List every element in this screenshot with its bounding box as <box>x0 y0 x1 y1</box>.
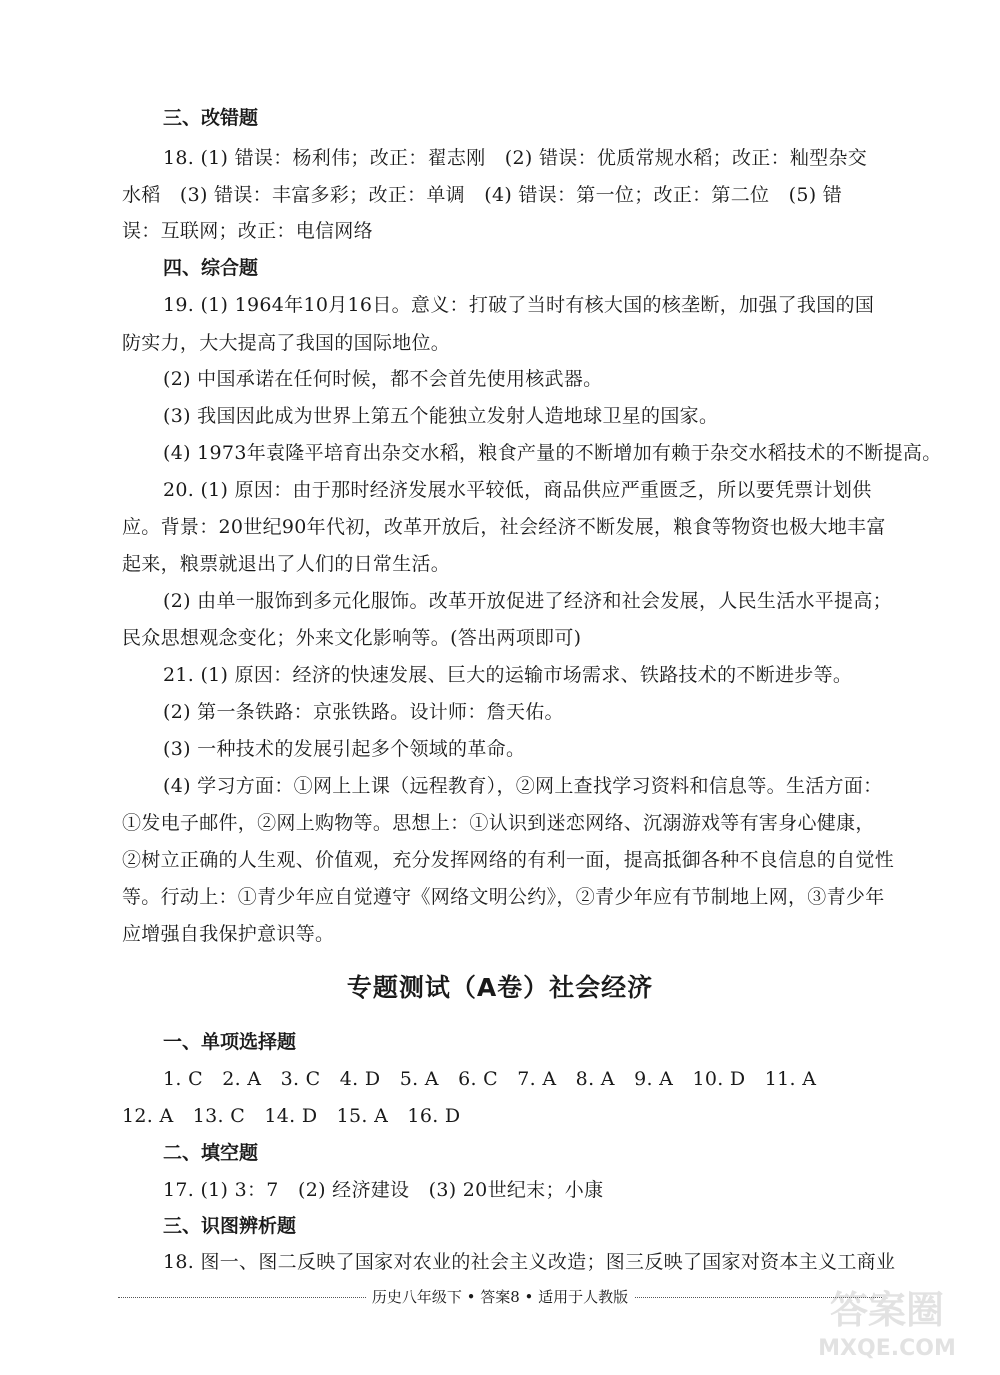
answer-line: 12. A 13. C 14. D 15. A 16. D <box>122 1105 461 1127</box>
answer-line: 水稻 (3) 错误：丰富多彩；改正：单调 (4) 错误：第一位；改正：第二位 (5) 错 <box>122 184 843 206</box>
section-heading-multiple-choice: 一、单项选择题 <box>163 1031 297 1053</box>
answer-line: 起来，粮票就退出了人们的日常生活。 <box>122 553 451 575</box>
watermark-logo <box>792 1275 982 1365</box>
section-heading-correction: 三、改错题 <box>163 107 259 129</box>
answer-line: 1. C 2. A 3. C 4. D 5. A 6. C 7. A 8. A 9. A 10. D 11. A <box>163 1068 817 1090</box>
test-title: 专题测试（A卷）社会经济 <box>346 973 654 1002</box>
watermark-top-text: 答案圈 <box>829 1288 945 1332</box>
answer-line: 防实力，大大提高了我国的国际地位。 <box>122 332 451 354</box>
section-heading-picture-analysis: 三、识图辨析题 <box>163 1215 297 1237</box>
answer-line: 18. 图一、图二反映了国家对农业的社会主义改造；图三反映了国家对资本主义工商业 <box>163 1251 896 1273</box>
answer-line: 18. (1) 错误：杨利伟；改正：翟志刚 (2) 错误：优质常规水稻；改正：籼型杂交 <box>163 147 868 169</box>
answer-line: 应增强自我保护意识等。 <box>122 923 335 945</box>
answer-line: ①发电子邮件，②网上购物等。思想上：①认识到迷恋网络、沉溺游戏等有害身心健康， <box>122 812 875 834</box>
answer-line: (4) 学习方面：①网上上课（远程教育），②网上查找学习资料和信息等。生活方面： <box>163 775 883 797</box>
answer-line: 民众思想观念变化；外来文化影响等。(答出两项即可) <box>122 627 582 649</box>
section-heading-fill-in: 二、填空题 <box>163 1142 259 1164</box>
watermark-bottom-text: MXQE.COM <box>818 1336 956 1361</box>
answer-line: (2) 中国承诺在任何时候，都不会首先使用核武器。 <box>163 368 603 390</box>
answer-line: 21. (1) 原因：经济的快速发展、巨大的运输市场需求、铁路技术的不断进步等。 <box>163 664 853 686</box>
section-heading-comprehensive: 四、综合题 <box>163 257 259 279</box>
answer-line: 20. (1) 原因：由于那时经济发展水平较低，商品供应严重匮乏，所以要凭票计划供 <box>163 479 872 501</box>
answer-line: (2) 由单一服饰到多元化服饰。改革开放促进了经济和社会发展，人民生活水平提高； <box>163 590 892 612</box>
answer-line: (3) 我国因此成为世界上第五个能独立发射人造地球卫星的国家。 <box>163 405 719 427</box>
answer-line: (3) 一种技术的发展引起多个领域的革命。 <box>163 738 526 760</box>
answer-line: 19. (1) 1964年10月16日。意义：打破了当时有核大国的核垄断，加强了我国的国 <box>163 294 875 316</box>
answer-line: 等。行动上：①青少年应自觉遵守《网络文明公约》，②青少年应有节制地上网，③青少年 <box>122 886 885 908</box>
footer-text: 历史八年级下 • 答案8 • 适用于人教版 <box>366 1288 634 1306</box>
answer-line: 误：互联网；改正：电信网络 <box>122 220 373 242</box>
answer-line: (2) 第一条铁路：京张铁路。设计师：詹天佑。 <box>163 701 564 723</box>
answer-line: ②树立正确的人生观、价值观，充分发挥网络的有利一面，提高抵御各种不良信息的自觉性 <box>122 849 895 871</box>
answer-line: (4) 1973年袁隆平培育出杂交水稻，粮食产量的不断增加有赖于杂交水稻技术的不断提高。 <box>163 442 942 464</box>
answer-line: 17. (1) 3：7 (2) 经济建设 (3) 20世纪末；小康 <box>163 1179 604 1201</box>
answer-line: 应。背景：20世纪90年代初，改革开放后，社会经济不断发展，粮食等物资也极大地丰富 <box>122 516 886 538</box>
